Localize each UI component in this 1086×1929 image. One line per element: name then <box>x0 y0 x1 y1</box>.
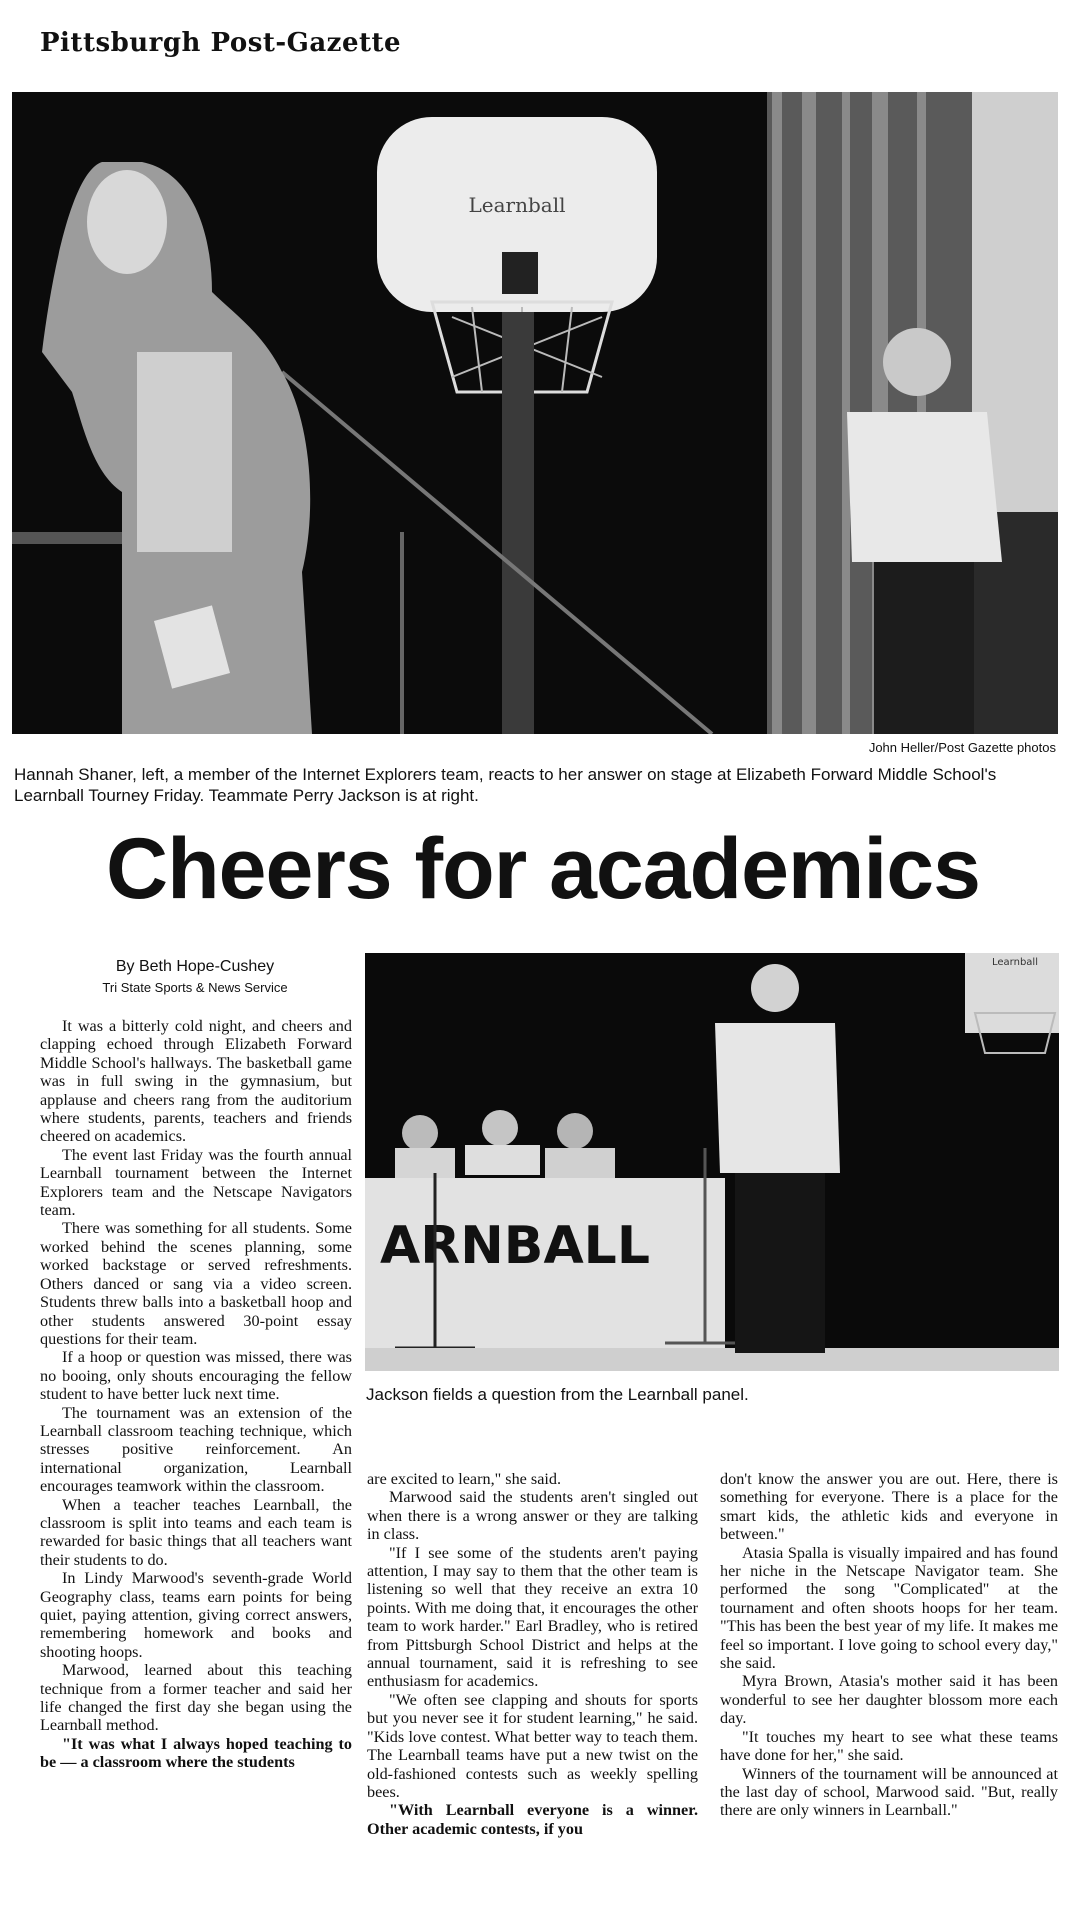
headline: Cheers for academics <box>106 821 980 917</box>
article-column-1 <box>40 1017 352 1772</box>
article-column-3 <box>720 1470 1058 1820</box>
top-photo-illustration <box>12 92 1058 734</box>
article-paragraph: Marwood, learned about this teaching technique from a former teacher and said her life changed the first day she began using the Learnball method. <box>40 1661 352 1735</box>
article-paragraph: Marwood said the students aren't singled out when there is a wrong answer or they are talking in class. <box>367 1488 698 1544</box>
article-paragraph: "It touches my heart to see what these teams have done for her," she said. <box>720 1727 1058 1765</box>
middle-photo <box>365 953 1059 1371</box>
article-paragraph: In Lindy Marwood's seventh-grade World Geography class, teams earn points for being quiet, paying attention, giving correct answers, remembering homework and books and shooting hoops. <box>40 1569 352 1661</box>
article-paragraph: The event last Friday was the fourth annual Learnball tournament between the Internet Explorers team and the Netscape Navigators team. <box>40 1145 352 1220</box>
masthead: Pittsburgh Post-Gazette <box>40 28 402 58</box>
byline <box>40 958 350 995</box>
byline-author: By Beth Hope-Cushey <box>115 958 275 975</box>
top-photo-caption: Hannah Shaner, left, a member of the Internet Explorers team, reacts to her answer on stage at Elizabeth Forward Middle School's Learnball Tourney Friday. Teammate Perry Jackson is at right. <box>14 765 997 805</box>
middle-backboard-text: Learnball <box>992 957 1038 968</box>
article-paragraph: The tournament was an extension of the Learnball classroom teaching technique, which stresses positive reinforcement. An international organization, Learnball encourages teamwork within the classroom. <box>40 1403 352 1496</box>
middle-photo-illustration <box>365 953 1059 1371</box>
byline-service: Tri State Sports & News Service <box>102 980 288 995</box>
article-paragraph: Myra Brown, Atasia's mother said it has been wonderful to see her daughter blossom more each day. <box>720 1672 1058 1728</box>
middle-banner-text: ARNBALL <box>380 1216 650 1276</box>
article-paragraph: If a hoop or question was missed, there was no booing, only shouts encouraging the fellow student to have better luck next time. <box>40 1348 352 1404</box>
top-photo <box>12 92 1058 734</box>
middle-photo-caption: Jackson fields a question from the Learnball panel. <box>366 1385 749 1404</box>
article-paragraph: It was a bitterly cold night, and cheers and clapping echoed through Elizabeth Forward Middle School's hallways. The basketball game was in full swing in the gymnasium, but applause and cheers rang from the auditorium where students, parents, teachers and friends cheered on academics. <box>40 1017 352 1146</box>
article-paragraph: "It was what I always hoped teaching to be — a classroom where the students <box>40 1734 352 1772</box>
article-paragraph: Atasia Spalla is visually impaired and has found her niche in the Netscape Navigator team. She performed the song "Complicated" at the tournament and often shoots hoops for her team. "This has been the best year of my life. It makes me feel so important. I love going to school every day," she said. <box>720 1543 1058 1673</box>
article-paragraph: There was something for all students. Some worked behind the scenes planning, some worked backstage or served refreshments. Others danced or sang via a video screen. Students threw balls into a basketball hoop and other students answered 30-point essay questions for their team. <box>40 1219 352 1348</box>
article-paragraph: "We often see clapping and shouts for sports but you never see it for student learning," he said. "Kids love contest. What better way to teach them. The Learnball teams have put a new twist on the old-fashioned contests such as weekly spelling bees. <box>367 1690 698 1801</box>
article-paragraph: When a teacher teaches Learnball, the classroom is split into teams and each team is rewarded for basic things that all teachers want their students to do. <box>40 1495 352 1569</box>
article-paragraph: are excited to learn," she said. <box>367 1470 562 1488</box>
article-column-2 <box>367 1470 698 1838</box>
article-paragraph: "With Learnball everyone is a winner. Other academic contests, if you <box>367 1801 698 1838</box>
photo-credit: John Heller/Post Gazette photos <box>868 740 1056 755</box>
article-paragraph: Winners of the tournament will be announced at the last day of school, Marwood said. "But, really there are only winners in Learnball." <box>720 1764 1058 1820</box>
article-paragraph: "If I see some of the students aren't paying attention, I may say to them that the other team is listening so well that they receive an extra 10 points. With me doing that, it encourages the other team to work harder." Earl Bradley, who is retired from Pittsburgh School District and helps at the annual tournament, said it is refreshing to see enthusiasm for academics. <box>367 1543 698 1691</box>
top-backboard-text: Learnball <box>468 193 566 217</box>
article-paragraph: don't know the answer you are out. Here, there is something for everyone. There is a place for the smart kids, the athletic kids and everyone in between." <box>720 1470 1058 1544</box>
